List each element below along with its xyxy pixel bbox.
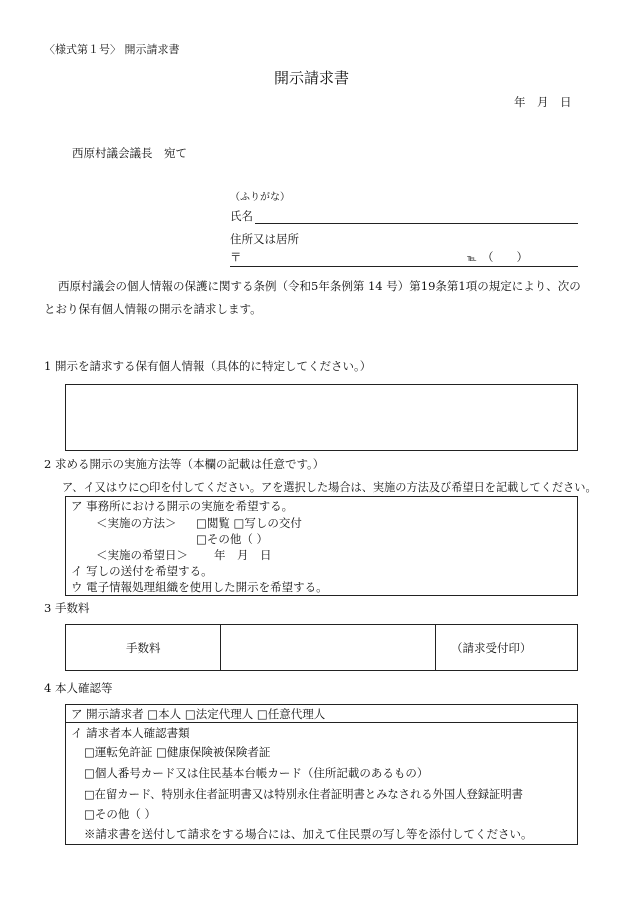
personal-info-input-box[interactable] (65, 384, 578, 451)
address-label: 住所又は居所 (230, 232, 299, 246)
fee-divider-2 (435, 625, 436, 670)
tel-label: ℡ (467, 254, 477, 264)
intro-line-2: とおり保有個人情報の開示を請求します。 (44, 302, 262, 316)
requester-type[interactable]: ア 開示請求者 □本人 □法定代理人 □任意代理人 (71, 707, 326, 721)
intro-line-1: 西原村議会の個人情報の保護に関する条例（令和5年条例第 14 号）第19条第1項の規定により、次の (58, 279, 581, 293)
preferred-date-label: ＜実施の希望日＞ (96, 548, 188, 562)
section2-heading: 2 求める開示の実施方法等（本欄の記載は任意です。） (44, 457, 325, 471)
doc-option-4[interactable]: □その他（ ） (84, 807, 157, 821)
doc-option-1[interactable]: □運転免許証 □健康保険被保険者証 (84, 745, 271, 759)
option-a[interactable]: ア 事務所における開示の実施を希望する。 (71, 499, 294, 513)
doc-option-3[interactable]: □在留カード、特別永住者証明書又は特別永住者証明書とみなされる外国人登録証明書 (84, 788, 523, 801)
identity-verification-box (65, 704, 578, 845)
docs-heading: イ 請求者本人確認書類 (71, 726, 190, 740)
address-field-line[interactable] (230, 266, 578, 267)
method-choices[interactable]: □閲覧 □写しの交付 (196, 516, 302, 530)
disclosure-method-box (65, 496, 578, 596)
section4-heading: 4 本人確認等 (44, 681, 113, 695)
fee-label: 手数料 (126, 641, 161, 655)
section2-instruction: ア、イ又はウに○印を付してください。アを選択した場合は、実施の方法及び希望日を記載してください。 (62, 481, 597, 494)
option-u[interactable]: ウ 電子情報処理組織を使用した開示を希望する。 (71, 580, 328, 594)
name-label: 氏名 (230, 209, 253, 223)
attachment-note: ※請求書を送付して請求をする場合には、加えて住民票の写し等を添付してください。 (84, 827, 533, 841)
doc-option-2[interactable]: □個人番号カード又は住民基本台帳カード（住所記載のあるもの） (84, 766, 429, 780)
furigana-label: （ふりがな） (230, 192, 290, 203)
date-fields: 年 月 日 (514, 95, 572, 109)
stamp-label: （請求受付印） (451, 641, 532, 655)
option-i[interactable]: イ 写しの送付を希望する。 (71, 564, 213, 578)
section3-heading: 3 手数料 (44, 601, 90, 615)
method-label: ＜実施の方法＞ (96, 516, 177, 530)
tel-parens: （ ） (482, 250, 528, 264)
page-title: 開示請求書 (274, 69, 350, 87)
addressee: 西原村議会議長 宛て (72, 146, 187, 160)
name-field-line[interactable] (255, 223, 578, 224)
preferred-date-fields[interactable]: 年 月 日 (214, 548, 272, 562)
method-other[interactable]: □その他（ ） (196, 532, 269, 546)
fee-amount-cell[interactable] (221, 625, 434, 670)
postal-mark: 〒 (230, 250, 242, 264)
form-label: 〈様式第１号〉 開示請求書 (44, 43, 180, 56)
identity-divider (66, 722, 577, 723)
section1-heading: 1 開示を請求する保有個人情報（具体的に特定してください。） (44, 359, 372, 373)
fee-table (65, 624, 578, 671)
